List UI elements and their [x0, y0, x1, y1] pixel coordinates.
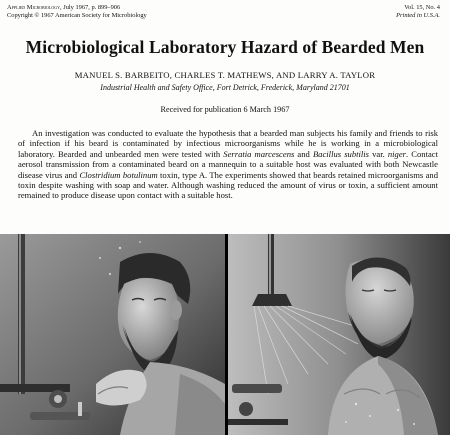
journal-citation: , July 1967, p. 899–906 [60, 4, 121, 11]
volume-number: Vol. 15, No. 4 [404, 4, 440, 11]
printed-in: Printed in U.S.A. [396, 12, 440, 19]
article-authors: MANUEL S. BARBEITO, CHARLES T. MATHEWS, AND LARRY A. TAYLOR [74, 70, 376, 80]
author-affiliation: Industrial Health and Safety Office, Fort Detrick, Frederick, Maryland 21701 [100, 83, 350, 92]
abstract-text-4: . Contact aerosol transmission from a contaminated beard on a mannequin to a suitable host was evaluated with both Newcastle disease virus and [18, 148, 438, 180]
photo-right-illustration [228, 234, 450, 435]
photo-strip [0, 234, 450, 435]
abstract-text-1: An investigation was conducted to evaluate the hypothesis that a bearded man subjects his family and friends to risk of infection if his beard is contaminated by infectious microorganisms while he is working in a microbiological laboratory. Bearded and unbearded men were tested with [18, 128, 438, 159]
photo-bearded-man-washing [0, 234, 225, 435]
journal-header-left [7, 4, 147, 20]
photo-left-illustration [0, 234, 225, 435]
species-serratia: Serratia marcescens [223, 148, 295, 159]
journal-header-right [396, 4, 440, 20]
received-date: Received for publication 6 March 1967 [160, 105, 290, 114]
abstract-text-5: toxin, type A. The experiments showed that beards retained microorganisms and toxin despite washing with soap and water. Although washing reduced the amount of virus or toxin, a sufficient amount remained to produce disease upon contact with a suitable host. [18, 169, 438, 201]
species-bacillus: Bacillus subtilis [312, 148, 370, 159]
abstract [18, 128, 438, 201]
species-clostridium: Clostridium botulinum [79, 169, 158, 180]
abstract-text-3: var. [369, 148, 388, 159]
article-title: Microbiological Laboratory Hazard of Bearded Men [25, 37, 425, 57]
abstract-text-2: and [294, 148, 313, 159]
photo-bearded-man-shower [228, 234, 450, 435]
species-niger: niger [387, 148, 407, 159]
abstract-paragraph [18, 128, 438, 201]
journal-name: Applied Microbiology [7, 4, 61, 11]
copyright-line: Copyright © 1967 American Society for Microbiology [7, 12, 147, 19]
